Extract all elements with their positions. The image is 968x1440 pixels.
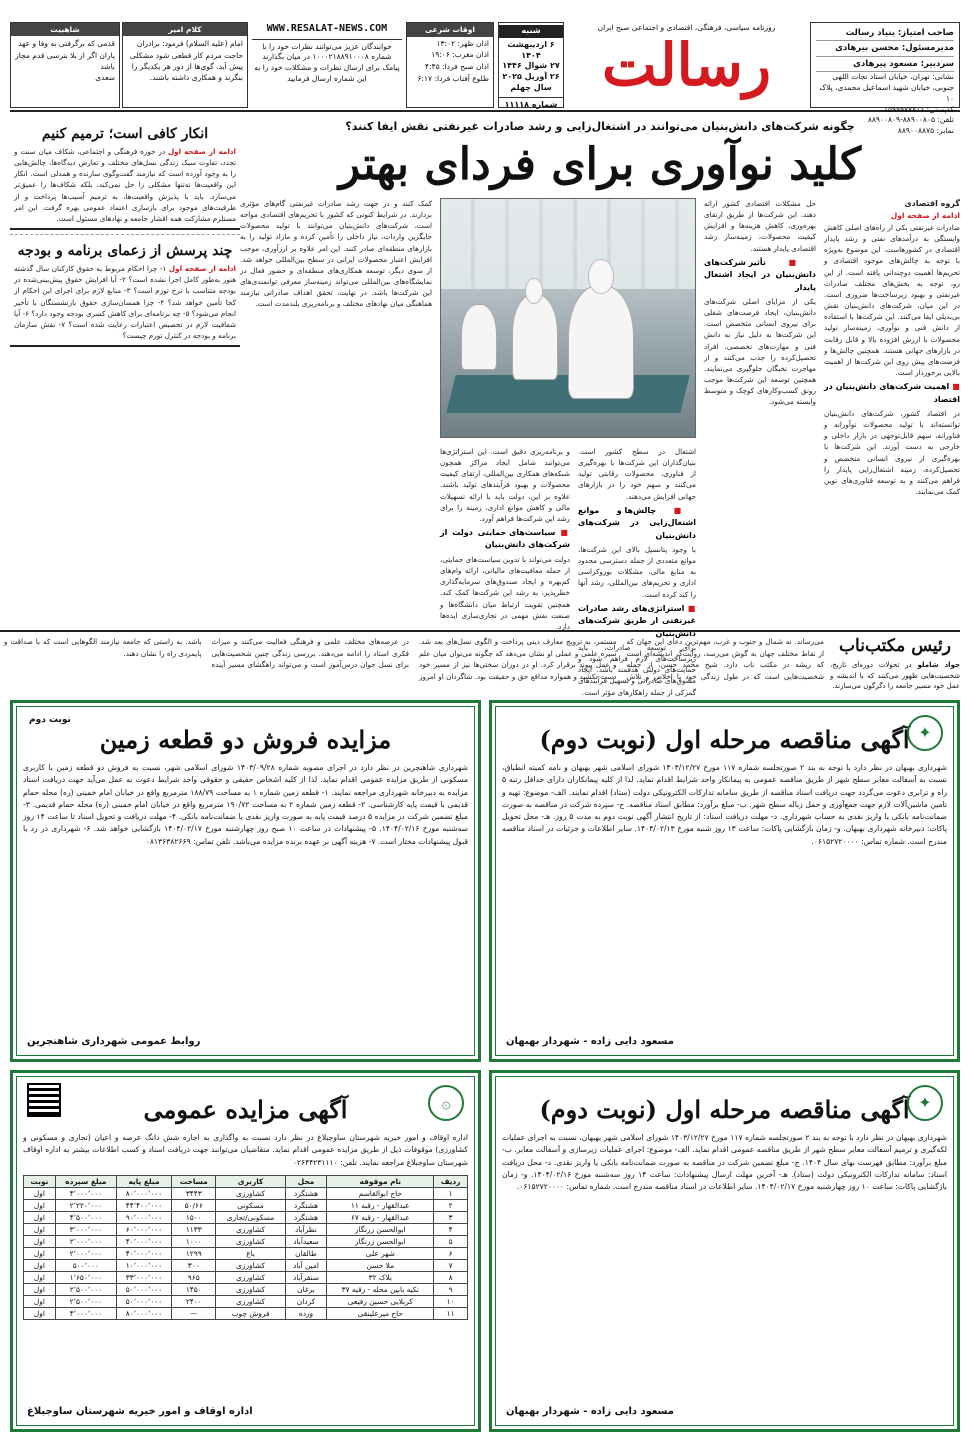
date-hijri: ۲۷ شوال ۱۴۴۶	[502, 61, 560, 71]
table-header-cell: نام موقوفه	[327, 1175, 434, 1187]
table-cell: کشاورزی	[216, 1223, 285, 1235]
story-text: صادرات غیرنفتی یکی از راه‌های اصلی کاهش وابستگی به درآمدهای نفتی و رشد پایدار اقتصادی در کشورهاست. این موضوع به‌ویژه با توجه به چالش‌های موجود اقتصادی و تحریم‌ها اهمیت دوچندانی یافته است. از این رو، توجه به بخش‌های مختلف صادرات غیرنفتی و بهبود زیرساخت‌ها ضروری است. در این میان، شرکت‌های دانش‌بنیان نقش بی‌بدیلی ایفا می‌کنند. این شرکت‌ها با استفاده از دانش فنی و نوآوری، زمینه‌ساز تولید محصولات با ارزش افزوده بالا و قابل رقابت در بازارهای جهانی هستند. همچنین چالش‌ها و فرصت‌های پیش روی این شرکت‌ها از اهمیت بالایی برخوردار است.	[824, 223, 960, 378]
ad-tender-behbahan-2	[489, 1070, 960, 1432]
manager-label: مدیرمسئول: محسن بیرهادی	[816, 41, 954, 56]
editorial-intro	[830, 660, 960, 692]
ad-signature: روابط عمومی شهرداری شاهنجرین	[27, 1036, 201, 1047]
ad-signature: مسعود دایی زاده - شهردار بهبهان	[506, 1406, 674, 1417]
editorial-body: می‌رساند. نه شمال و جنوب و غرب، مهم‌ترین دعای این جهان که از نقاط مختلف جهان به گوش می‌رسد، روایت‌گر اندیشه‌ای است که ریشه در مکتب ناب دارد. شیخ محمد حسن، از جمله شخصیت‌هایی است که در طول زندگی خود با اخلاص و تلاش مستمر، به ترویج معارف دینی پرداخت و الگوی نسل‌های بعد شد. سیره علمی و عملی او نشان می‌دهد که چگونه می‌توان میان علم و عمل پیوند برقرار کرد. او در دوران سختی‌ها نیز از مسیر خود دست نکشید و همواره مدافع حق و حقیقت بود. شاگردان او امروز در عرصه‌های مختلف علمی و فرهنگی فعالیت می‌کنند و میراث فکری استاد را ادامه می‌دهند. بررسی زندگی چنین شخصیت‌هایی برای نسل جوان درس‌آموز است و می‌تواند راهگشای مسیر آینده باشد. به راستی که جامعه نیازمند الگوهایی است که با صداقت و پایمردی راه را نشان دهند.	[4, 637, 824, 681]
quote-title: کلام امیر	[123, 23, 247, 36]
municipality-logo-icon: ✦	[907, 715, 943, 751]
date-gregorian: ۲۶ آوریل ۲۰۲۵	[502, 72, 560, 82]
table-cell: امین آباد	[285, 1259, 327, 1271]
slogan: روزنامه سیاسی، فرهنگی، اقتصادی و اجتماعی صبح ایران	[597, 23, 776, 32]
table-cell: ۹	[434, 1283, 468, 1295]
table-cell: ۶۰٬۰۰۰٬۰۰۰	[116, 1223, 171, 1235]
table-cell: ۱۰۰۰	[172, 1235, 216, 1247]
table-cell: شهر علی	[327, 1247, 434, 1259]
story-text: دولت می‌تواند با تدوین سیاست‌های حمایتی، از جمله معافیت‌های مالیاتی، ارائه وام‌های کم‌بهره و ایجاد صندوق‌های سرمایه‌گذاری خطرپذیر، به رشد این شرکت‌ها کمک کند. همچنین تقویت ارتباط میان دانشگاه‌ها و صنعت نقش مهمی در تجاری‌سازی ایده‌ها دارد.	[440, 554, 570, 631]
photo-ceiling	[441, 199, 695, 289]
poem-title: شاهبیت	[11, 23, 119, 36]
side-article-1	[10, 118, 240, 230]
table-cell: کربلایی حسین رفیعی	[327, 1295, 434, 1307]
table-cell: اول	[24, 1187, 56, 1199]
side-text-1	[14, 146, 236, 224]
table-cell: ۱	[434, 1187, 468, 1199]
ad-auction-land	[10, 700, 481, 1062]
table-row	[24, 1199, 468, 1211]
prayer-sunrise: طلوع آفتاب فردا: ۶:۱۷	[417, 73, 489, 83]
poem-box	[10, 22, 120, 108]
table-row	[24, 1187, 468, 1199]
ad-text: شهرداری شاهنجرین در نظر دارد در اجرای مصوبه شماره ۱۴۰۳/۰۹/۲۸ شورای اسلامی شهر، نسبت به فروش دو قطعه زمین با کاربری مسکونی از طریق مزایده عمومی اقدام نماید. لذا از کلیه اشخاص حقیقی و حقوقی واجد شرایط دعوت به عمل می‌آید جهت دریافت اسناد مزایده به دبیرخانه شهرداری مراجعه نمایند. ۱- قطعه زمین شماره ۱ به مساحت ۱۸۸/۷۹ مترمربع واقع در خیابان امام خمینی (ره) محله حمام قدیمی با قیمت پایه کارشناسی. ۲- قطعه زمین شماره ۲ به مساحت ۱۹۰/۷۲ مترمربع واقع در خیابان امام خمینی (ره) محله حمام قدیمی. ۳- مبلغ تضمین شرکت در مزایده ۵ درصد قیمت پایه به صورت واریز نقدی یا ضمانت‌نامه بانکی. ۴- مهلت دریافت و تحویل اسناد تا ساعت ۱۴ روز سه‌شنبه مورخ ۱۴۰۴/۰۲/۱۶. ۵- پیشنهادات در ساعت ۱۰ صبح روز چهارشنبه مورخ ۱۴۰۴/۰۲/۱۷ بازگشایی خواهد شد. ۶- شهرداری در رد یا قبول پیشنهادات مختار است. ۷- هزینه آگهی بر عهده برنده مزایده می‌باشد. تلفن تماس: ۰۸۱۳۶۳۸۲۶۶۹	[23, 763, 469, 846]
table-cell: اول	[24, 1283, 56, 1295]
date-persian: ۶ اردیبهشت ۱۴۰۴	[507, 39, 555, 60]
table-cell: فروش چوب	[216, 1307, 285, 1319]
table-cell: ۳٬۰۰۰٬۰۰۰	[55, 1223, 116, 1235]
table-cell: کشاورزی	[216, 1259, 285, 1271]
table-cell: اول	[24, 1211, 56, 1223]
table-cell: ۴	[434, 1223, 468, 1235]
table-cell: —	[172, 1307, 216, 1319]
table-cell: حاج ابوالقاسم	[327, 1187, 434, 1199]
table-cell: ۱۱	[434, 1307, 468, 1319]
table-header-cell: مبلغ سپرده	[55, 1175, 116, 1187]
table-row	[24, 1307, 468, 1319]
table-cell: ۸	[434, 1271, 468, 1283]
ad-title: آگهی مناقصه مرحله اول (نوبت دوم)	[539, 1095, 910, 1124]
table-row	[24, 1259, 468, 1271]
table-cell: اول	[24, 1271, 56, 1283]
ads-section	[10, 700, 960, 1432]
story-text: حل مشکلات اقتصادی کشور ارائه دهند. این شرکت‌ها از طریق ارتقای بهره‌وری، کاهش هزینه‌ها و افزایش کیفیت محصولات، زمینه‌ساز رشد اقتصادی پایدار هستند.	[704, 199, 816, 253]
table-cell: ۳۰۰	[172, 1259, 216, 1271]
table-cell: باغ	[216, 1247, 285, 1259]
table-cell: ۱٬۶۵۰٬۰۰۰	[55, 1271, 116, 1283]
table-cell: کشاورزی	[216, 1295, 285, 1307]
table-cell: سنقرآباد	[285, 1271, 327, 1283]
table-cell: نکیه بابین محله - رقبه ۳۷	[327, 1283, 434, 1295]
side-body-1: در حوزه فرهنگی و اجتماعی، شکاف میان سنت و تجدد، تفاوت سبک زندگی نسل‌های مختلف و تعارض دیدگاه‌ها، چالش‌هایی را به وجود آورده است که نیازمند گفت‌وگوی سازنده و همدلی است. انکار این واقعیت‌ها نه‌تنها مشکلی را حل نمی‌کند، بلکه شکاف‌ها را عمیق‌تر می‌سازد. باید با پذیرش واقعیت‌ها، به ترمیم آسیب‌ها پرداخت و از ظرفیت‌های موجود برای بازسازی اعتماد عمومی بهره گرفت. این امر مستلزم مشارکت همه اقشار جامعه و نهادهای مسئول است.	[14, 147, 236, 223]
table-cell: ۲٬۰۰۰٬۰۰۰	[55, 1247, 116, 1259]
newspaper-logo: رسالت	[602, 31, 771, 99]
table-cell: ۱۴۵۰	[172, 1283, 216, 1295]
story-headline[interactable]: کلید نوآوری برای فردای بهتر	[338, 139, 862, 190]
table-cell: ۸۰٬۰۰۰٬۰۰۰	[116, 1187, 171, 1199]
address: نشانی: تهران، خیابان استاد نجات اللهی جنوبی، خیابان شهید اسماعیل محمدی، پلاک ۱۰	[819, 71, 954, 103]
table-cell: سعیدآباد	[285, 1235, 327, 1247]
table-cell: اول	[24, 1235, 56, 1247]
website-box	[252, 22, 402, 108]
table-cell: ۲	[434, 1199, 468, 1211]
table-cell: کشاورزی	[216, 1187, 285, 1199]
table-row	[24, 1235, 468, 1247]
table-cell: ۴٬۰۰۰٬۰۰۰	[55, 1187, 116, 1199]
table-cell: ۴۰٬۰۰۰٬۰۰۰	[116, 1235, 171, 1247]
ad-title: مزایده فروش دو قطعه زمین	[99, 725, 392, 754]
table-cell: ۵۰۰٬۰۰۰	[55, 1259, 116, 1271]
story-column-1	[824, 198, 960, 623]
editor-label: سردبیر: مسعود پیرهادی	[816, 57, 954, 72]
table-cell: نظرآباد	[285, 1223, 327, 1235]
table-header-row	[24, 1175, 468, 1187]
table-header-cell: ردیف	[434, 1175, 468, 1187]
table-cell: ۳۳٬۰۰۰٬۰۰۰	[116, 1271, 171, 1283]
table-header-cell: محل	[285, 1175, 327, 1187]
table-cell: ۵۰/۶۶	[172, 1199, 216, 1211]
table-row	[24, 1223, 468, 1235]
table-header-cell: مبلغ پایه	[116, 1175, 171, 1187]
ad-signature: اداره اوقاف و امور خیریه شهرستان ساوجبلاغ	[27, 1406, 253, 1417]
municipality-logo-icon: ✦	[907, 1085, 943, 1121]
story-byline: گروه اقتصادی	[904, 199, 960, 208]
table-cell: ۱۵۰۰	[172, 1211, 216, 1223]
story-subhead: ■ چالش‌ها و موانع اشتغال‌زایی در شرکت‌های دانش‌بنیان	[578, 505, 696, 542]
publisher-box	[810, 22, 960, 136]
editorial-byline: جواد شاملو	[917, 661, 960, 669]
table-cell: هشتگرد	[285, 1199, 327, 1211]
table-header-cell: کاربری	[216, 1175, 285, 1187]
ad-badge: نوبت دوم	[29, 715, 71, 725]
table-cell: ۵	[434, 1235, 468, 1247]
table-cell: عبدالقهار - رقبه ۶۷	[327, 1211, 434, 1223]
table-cell: بلاک ۳۲	[327, 1271, 434, 1283]
story-text: و برنامه‌ریزی دقیق است. این استراتژی‌ها می‌توانند شامل ایجاد مراکز همچون شبکه‌های همکاری بین‌المللی، ارتقای کیفیت محصولات و بهبود فرآیندهای تولید باشند. علاوه بر این، دولت باید با ارائه تسهیلات مالی و کاهش موانع اداری، زمینه را برای رشد این شرکت‌ها فراهم آورد.	[440, 447, 570, 523]
website-url[interactable]: WWW.RESALAT-NEWS.COM	[252, 22, 402, 40]
ad-auction-awqaf	[10, 1070, 481, 1432]
table-cell: اول	[24, 1295, 56, 1307]
phones: تلفن: ۸۸۹۰۰۸۰۵-۸۸۹۰۰۸۰۹	[867, 115, 954, 125]
table-cell: ابوالحسن زرنگار	[327, 1235, 434, 1247]
issue-number: شماره ۱۱۱۱۸	[499, 97, 563, 111]
awqaf-table	[23, 1175, 468, 1320]
table-cell: کشاورزی	[216, 1283, 285, 1295]
table-cell: ۴۴٬۴۰۰٬۰۰۰	[116, 1199, 171, 1211]
photo-worker-head	[588, 259, 613, 295]
table-cell: اول	[24, 1199, 56, 1211]
table-cell: ۳	[434, 1211, 468, 1223]
story-column-3	[578, 446, 696, 697]
volume-year: سال چهلم	[510, 82, 552, 92]
table-cell: ۲٬۵۰۰٬۰۰۰	[55, 1295, 116, 1307]
table-cell: ۵۰٬۰۰۰٬۰۰۰	[116, 1295, 171, 1307]
story-text: برای توسعه صادرات، باید زیرساخت‌های لازم فراهم شود و حمایت‌های دولتی هدفمند باشد. ایجاد مشوق‌های صادراتی و تسهیل فرآیندهای گمرکی از جمله راهکارهای مؤثر است.	[578, 642, 696, 697]
table-cell: اول	[24, 1259, 56, 1271]
table-cell: ۳۴۴۳	[172, 1187, 216, 1199]
ad-signature: مسعود دایی زاده - شهردار بهبهان	[506, 1036, 674, 1047]
website-text-2: پیامک برای ارسال نظرات و مشکلات خود را به این شماره ارسال فرمایید	[254, 63, 400, 84]
ad-text: شهرداری بهبهان در نظر دارد با توجه به بند ۲ صورتجلسه شماره ۱۱۷ مورخ ۱۴۰۳/۱۲/۲۷ شورای اسلامی شهر بهبهان و نامه کمیته انطباق، نسبت به آسفالت معابر سطح شهر از طریق مناقصه عمومی به پیمانکار واجد شرایط اقدام نماید. لذا از کلیه پیمانکاران دارای حداقل رتبه ۵ راه و ترابری دعوت می‌گردد جهت دریافت اسناد مناقصه از طریق سامانه تدارکات الکترونیکی دولت (ستاد) اقدام نمایند. الف- موضوع: تهیه و تامین ماشین‌آلات لازم جهت جمع‌آوری و حمل زباله سطح شهر. ب- مبلغ برآورد: مطابق اسناد مناقصه. ج- سپرده شرکت در مناقصه به صورت ضمانت‌نامه بانکی یا واریز نقدی به حساب شهرداری. د- مهلت دریافت اسناد: از تاریخ انتشار آگهی نوبت دوم به مدت ۵ روز. هـ- محل تحویل پاکات: دبیرخانه شهرداری بهبهان. و- زمان بازگشایی پاکات: ساعت ۱۳ روز شنبه مورخ ۱۴۰۴/۰۲/۱۳. سایر اطلاعات و جزئیات در اسناد مناقصه مندرج است. شماره تماس: ۰۶۱۵۲۷۲۰۰۰۰.	[502, 763, 948, 846]
prayer-times-box	[406, 22, 494, 108]
table-cell: ملا حسن	[327, 1259, 434, 1271]
photo-worker	[568, 285, 634, 399]
table-cell: ۴۰٬۰۰۰٬۰۰۰	[116, 1247, 171, 1259]
logo-block	[569, 22, 804, 108]
ad-title: آگهی مزایده عمومی	[143, 1095, 348, 1124]
side-title-1[interactable]: انکار کافی است؛ ترمیم کنیم	[41, 126, 209, 142]
table-cell: ۲٬۵۰۰٬۰۰۰	[55, 1283, 116, 1295]
website-text: خوانندگان عزیز می‌توانند نظرات خود را با شماره ۱۰۰۰۲۱۸۸۹۱۰۰۰۸ در میان بگذارند	[262, 41, 392, 62]
photo-worker-head	[525, 278, 543, 304]
awqaf-logo-icon: ۞	[428, 1085, 464, 1121]
table-cell: هشتگرد	[285, 1211, 327, 1223]
table-row	[24, 1247, 468, 1259]
fax: نمابر: ۸۸۹۰۰۸۸۷۵	[897, 126, 954, 136]
table-cell: کردان	[285, 1295, 327, 1307]
table-cell: مسکونی	[216, 1199, 285, 1211]
table-row	[24, 1283, 468, 1295]
story-text: یکی از مزایای اصلی شرکت‌های دانش‌بنیان، ایجاد فرصت‌های شغلی برای نیروی انسانی متخصص است. این شرکت‌ها به دلیل نیاز به دانش فنی و مهارت‌های تخصصی، افراد تحصیل‌کرده را جذب می‌کنند و از مهاجرت نخبگان جلوگیری می‌نمایند. همچنین توسعه این شرکت‌ها موجب رونق کسب‌وکارهای کوچک و متوسط وابسته می‌شود.	[704, 296, 816, 407]
table-row	[24, 1295, 468, 1307]
editorial-title[interactable]: رئیس مکتب‌ناب	[839, 636, 951, 656]
side-column	[10, 118, 240, 623]
table-cell: ۱۱۳۳	[172, 1223, 216, 1235]
table-cell: عبدالقهار - رقبه ۱۱	[327, 1199, 434, 1211]
side-continued-1: ادامه از صفحه اول	[167, 147, 236, 156]
table-cell: برغان	[285, 1283, 327, 1295]
ad-text: اداره اوقاف و امور خیریه شهرستان ساوجبلاغ در نظر دارد نسبت به واگذاری به اجاره شش دانگ عرصه و اعیان (تجاری و مسکونی و کشاورزی) موقوفات ذیل از طریق مزایده عمومی اقدام نماید. متقاضیان می‌توانند جهت دریافت اسناد و کسب اطلاعات بیشتر به اداره اوقاف شهرستان ساوجبلاغ مراجعه نمایند. تلفن: ۰۲۶۴۴۲۳۱۱۱۰	[23, 1133, 468, 1167]
table-cell: ۲٬۰۰۰٬۰۰۰	[55, 1235, 116, 1247]
ad-title: آگهی مناقصه مرحله اول (نوبت دوم)	[539, 725, 910, 754]
story-kicker: چگونه شرکت‌های دانش‌بنیان می‌توانند در اشتغال‌زایی و رشد صادرات غیرنفتی نقش ایفا کنند؟	[345, 120, 855, 133]
table-cell: ۲۴۰۰	[172, 1295, 216, 1307]
poem-text: قدمی که برگرفتی به وفا و عهد یاران اگر از بلا بترسی قدم مجاز باشد	[15, 39, 115, 71]
table-cell: ۹۰٬۰۰۰٬۰۰۰	[116, 1211, 171, 1223]
table-cell: ورده	[285, 1307, 327, 1319]
table-cell: کشاورزی	[216, 1271, 285, 1283]
side-article-2	[10, 234, 240, 347]
prayer-title: اوقات شرعی	[407, 23, 493, 37]
prayer-maghrib: اذان مغرب: ۱۹:۰۶	[431, 50, 489, 60]
table-cell: ۹۶۵	[172, 1271, 216, 1283]
table-cell: ابوالحسن زرنگار	[327, 1223, 434, 1235]
table-cell: اول	[24, 1247, 56, 1259]
editorial	[0, 630, 960, 690]
story-text: در اقتصاد کشور، شرکت‌های دانش‌بنیان توانسته‌اند با تولید محصولات نوآورانه و فناورانه، سهم قابل‌توجهی در بازار داخلی و خارجی به دست آورند. این شرکت‌ها با بهره‌گیری از نیروی انسانی متخصص و تحصیل‌کرده، زمینه اشتغال‌زایی پایدار را فراهم می‌کنند و به توسعه فناوری‌های نوین کمک می‌نمایند.	[824, 408, 960, 497]
story-text: اشتغال در سطح کشور است. بنیان‌گذاران این شرکت‌ها با بهره‌گیری از فناوری، محصولات رقابتی تولید می‌کنند و سهم خود را در بازارهای جهانی افزایش می‌دهند.	[578, 447, 696, 501]
table-cell: حاج میرعلینقی	[327, 1307, 434, 1319]
story-text: با وجود پتانسیل بالای این شرکت‌ها، موانع متعددی از جمله دسترسی محدود به منابع مالی، مشکلات بوروکراسی اداری و تحریم‌های بین‌المللی، رشد آنها را کند کرده است.	[578, 544, 696, 599]
side-body-2: ۱- چرا احکام مربوط به حقوق کارکنان سال گذشته هنوز به‌طور کامل اجرا نشده است؟ ۲- آیا افزایش حقوق پیش‌بینی‌شده در بودجه متناسب با نرخ تورم است؟ ۳- منابع لازم برای اجرای این احکام از کجا تأمین خواهد شد؟ ۴- چرا همسان‌سازی حقوق بازنشستگان با تأخیر انجام می‌شود؟ ۵- چه برنامه‌ای برای کاهش کسری بودجه وجود دارد؟ ۶- آیا شفافیت لازم در تخصیص اعتبارات رعایت شده است؟ ۷- نقش سازمان برنامه و بودجه در کنترل تورم چیست؟	[14, 264, 237, 341]
story-column-4	[440, 446, 570, 631]
table-cell: ۴٬۵۰۰٬۰۰۰	[55, 1211, 116, 1223]
prayer-noon: اذان ظهر: ۱۳:۰۲	[436, 38, 489, 48]
story-continued: ادامه از صفحه اول	[890, 211, 960, 221]
story-photo	[440, 198, 696, 438]
editorial-intro-text: در تحولات دوره‌ای تاریخ، شخصیت‌هایی ظهور می‌کنند که با اندیشه و عمل خود مسیر جامعه را دگرگون می‌سازند.	[830, 661, 960, 690]
poem-author: سعدی	[95, 73, 115, 82]
table-cell: مسکونی/تجاری	[216, 1211, 285, 1223]
quote-box	[122, 22, 248, 108]
table-cell: اول	[24, 1223, 56, 1235]
story-subhead: ■ تأثیر شرکت‌های دانش‌بنیان در ایجاد اشتغال پایدار	[704, 257, 816, 294]
side-continued-2: ادامه از صفحه اول	[168, 264, 236, 274]
table-cell: اول	[24, 1307, 56, 1319]
story-text: کمک کنند و در جهت رشد صادرات غیرنفتی گام‌های مؤثری بردارند. در شرایط کنونی که کشور با تحریم‌های اقتصادی مواجه است، شرکت‌های دانش‌بنیان می‌توانند با تولید محصولات جایگزین واردات، نیاز داخلی را تأمین کرده و مازاد تولید را به بازارهای منطقه‌ای صادر کنند. این امر علاوه بر ارزآوری، موجب افزایش اعتبار محصولات ایرانی در سطح بین‌المللی خواهد شد. از سوی دیگر، توسعه همکاری‌های منطقه‌ای و حضور فعال در نمایشگاه‌های بین‌المللی می‌تواند زمینه‌ساز معرفی توانمندی‌های این شرکت‌ها باشد. در نهایت، تحقق اهداف صادراتی نیازمند هماهنگی میان نهادهای مختلف و برنامه‌ریزی بلندمدت است.	[240, 199, 432, 309]
table-cell: کشاورزی	[216, 1235, 285, 1247]
table-cell: طالقان	[285, 1247, 327, 1259]
table-row	[24, 1271, 468, 1283]
ad-tender-behbahan-1	[489, 700, 960, 1062]
table-cell: ۱۰	[434, 1295, 468, 1307]
publisher-label: صاحب امتیاز: بنیاد رسالت	[816, 26, 954, 41]
table-header-cell: نوبت	[24, 1175, 56, 1187]
story-subhead: ■ سیاست‌های حمایتی دولت از شرکت‌های دانش‌بنیان	[440, 527, 570, 552]
story-column-2	[704, 198, 816, 623]
table-header-cell: مساحت	[172, 1175, 216, 1187]
story-column-5	[240, 198, 432, 623]
photo-worker	[461, 304, 497, 371]
table-cell: ۴٬۰۰۰٬۰۰۰	[55, 1307, 116, 1319]
qr-code-icon	[27, 1083, 61, 1117]
table-cell: ۱۰٬۰۰۰٬۰۰۰	[116, 1259, 171, 1271]
story-subhead: ■ استراتژی‌های رشد صادرات غیرنفتی از طریق شرکت‌های دانش‌بنیان	[578, 603, 696, 640]
quote-text: امام (علیه السلام) فرمود: برادران حاجت مردم کار قطعی شود مشکلی پیش آید، گوی‌ها از دور هر یکدیگر را بنگرند و همکاری داشته باشند.	[129, 39, 243, 82]
table-cell: ۲٬۲۲۰٬۰۰۰	[55, 1199, 116, 1211]
table-cell: ۸۰٬۰۰۰٬۰۰۰	[116, 1307, 171, 1319]
top-content	[4, 118, 960, 697]
side-text-2	[14, 263, 236, 341]
story-subhead: ■ اهمیت شرکت‌های دانش‌بنیان در اقتصاد	[824, 381, 960, 406]
table-cell: ۶	[434, 1247, 468, 1259]
table-body	[24, 1187, 468, 1319]
table-cell: ۵۰٬۰۰۰٬۰۰۰	[116, 1283, 171, 1295]
weekday: شنبه	[499, 25, 563, 38]
table-cell: ۷	[434, 1259, 468, 1271]
photo-worker	[512, 294, 558, 380]
table-cell: هشتگرد	[285, 1187, 327, 1199]
date-box	[498, 22, 564, 108]
side-title-2[interactable]: چند پرسش از زعمای برنامه و بودجه	[17, 243, 233, 260]
ad-text: شهرداری بهبهان در نظر دارد با توجه به بند ۲ صورتجلسه شماره ۱۱۷ مورخ ۱۴۰۳/۱۲/۲۷ شورای اسلامی شهر بهبهان، نسبت به اجرای عملیات لکه‌گیری و ترمیم آسفالت معابر سطح شهر از طریق مناقصه عمومی اقدام نماید. الف- موضوع: اجرای عملیات زیرسازی و آسفالت معابر. ب- مبلغ برآورد: مطابق فهرست بهای سال ۱۴۰۴. ج- مبلغ تضمین شرکت در مناقصه به صورت ضمانت‌نامه بانکی یا واریز نقدی. د- محل دریافت اسناد: سامانه تدارکات الکترونیکی دولت (ستاد). هـ- آخرین مهلت ارسال پیشنهادات: ساعت ۱۴ روز سه‌شنبه مورخ ۱۴۰۴/۰۲/۱۶. و- زمان بازگشایی پاکات: ساعت ۱۰ روز چهارشنبه مورخ ۱۴۰۴/۰۲/۱۷. سایر اطلاعات در اسناد مناقصه مندرج است. شماره تماس: ۰۶۱۵۲۷۲۰۰۰۰.	[502, 1133, 948, 1192]
table-cell: ۱۲۹۹	[172, 1247, 216, 1259]
prayer-sobh: اذان صبح فردا: ۴:۴۵	[425, 61, 489, 71]
postal-code: کدپستی: ۱۵۹۹۹۷۷۷۱۱	[883, 104, 954, 114]
table-row	[24, 1211, 468, 1223]
newspaper-page	[2, 0, 968, 1440]
